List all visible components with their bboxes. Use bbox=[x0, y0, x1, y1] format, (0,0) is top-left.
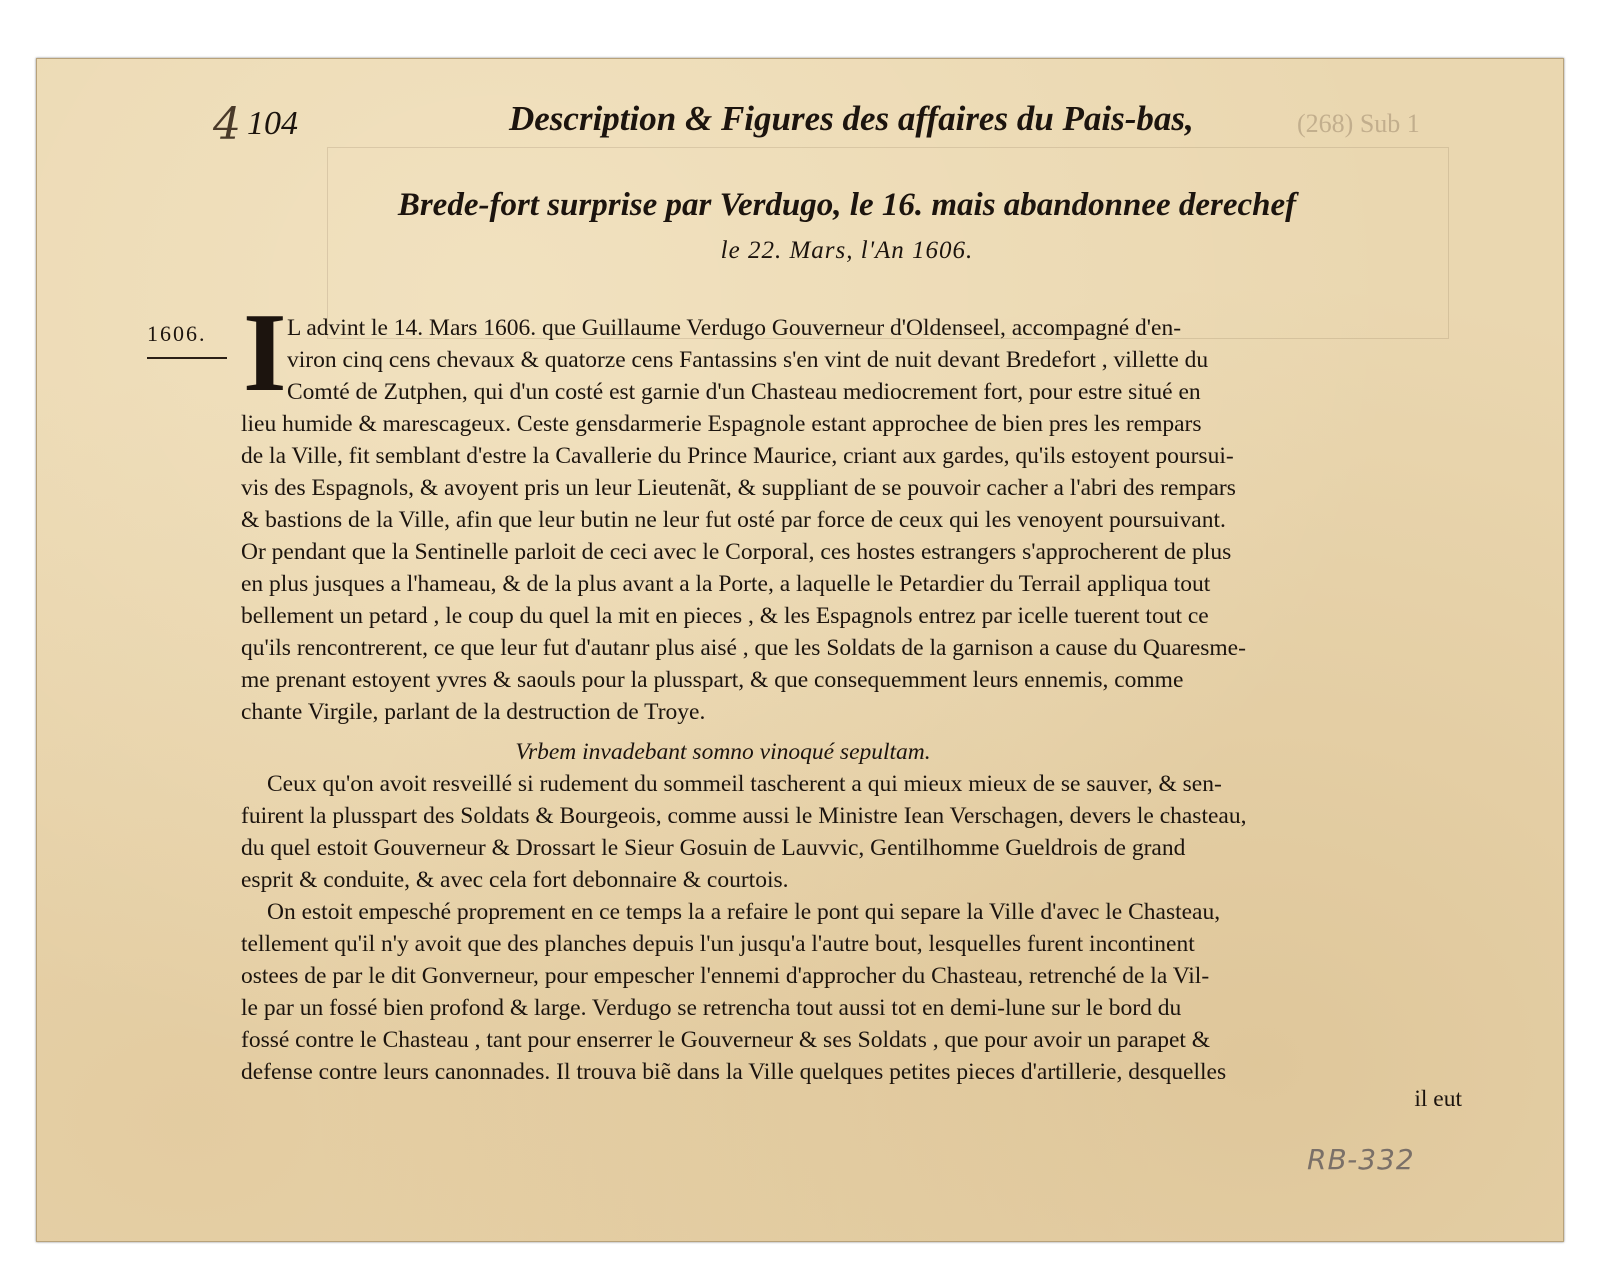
body-line: tellement qu'il n'y avoit que des planches depuis l'un jusqu'a l'autre bout, lesquelles furent incontinent bbox=[241, 931, 1195, 957]
body-line: fuirent la plusspart des Soldats & Bourgeois, comme aussi le Ministre Iean Verschagen, devers le chasteau, bbox=[241, 803, 1247, 829]
body-line: fossé contre le Chasteau , tant pour enserrer le Gouverneur & ses Soldats , que pour avoir un parapet & bbox=[241, 1027, 1211, 1053]
margin-note-year: 1606. bbox=[147, 321, 207, 346]
body-line: vis des Espagnols, & avoyent pris un leur Lieutenãt, & suppliant de se pouvoir cacher a l'abri des rempars bbox=[241, 475, 1236, 501]
article-subtitle: le 22. Mars, l'An 1606. bbox=[720, 237, 974, 264]
catchword: il eut bbox=[1414, 1086, 1462, 1112]
latin-quotation: Vrbem invadebant somno vinoqué sepultam. bbox=[515, 739, 931, 765]
body-line: Comté de Zutphen, qui d'un costé est garnie d'un Chasteau mediocrement fort, pour estre situé en bbox=[287, 379, 1201, 405]
body-line: On estoit empesché proprement en ce temps la a refaire le pont qui separe la Ville d'avec le Chasteau, bbox=[267, 899, 1221, 925]
bleed-through-text: (268) Sub 1 bbox=[1297, 109, 1420, 138]
body-line: L advint le 14. Mars 1606. que Guillaume Verdugo Gouverneur d'Oldenseel, accompagné d'en- bbox=[287, 315, 1182, 341]
body-line: Or pendant que la Sentinelle parloit de ceci avec le Corporal, ces hostes estrangers s'approcherent de plus bbox=[241, 539, 1232, 565]
body-line: bellement un petard , le coup du quel la mit en pieces , & les Espagnols entrez par icelle tuerent tout ce bbox=[241, 603, 1209, 629]
body-line: esprit & conduite, & avec cela fort debonnaire & courtois. bbox=[241, 867, 789, 893]
drop-cap: I bbox=[243, 291, 287, 415]
body-line: de la Ville, fit semblant d'estre la Cavallerie du Prince Maurice, criant aux gardes, qu'ils estoyent poursui- bbox=[241, 443, 1234, 469]
margin-rule bbox=[147, 357, 227, 359]
body-line: defense contre leurs canonnades. Il trouva biẽ dans la Ville quelques petites pieces d'artillerie, desquelles bbox=[241, 1059, 1227, 1085]
body-line: qu'ils rencontrerent, ce que leur fut d'autanr plus aisé , que les Soldats de la garnison a cause du Quaresme- bbox=[241, 635, 1246, 661]
inventory-mark: RB-332 bbox=[1307, 1143, 1415, 1176]
paper-sheet bbox=[36, 58, 1564, 1242]
body-line: ostees de par le dit Gonverneur, pour empescher l'ennemi d'approcher du Chasteau, retrenché de la Vil- bbox=[241, 963, 1210, 989]
body-line: viron cinq cens chevaux & quatorze cens Fantassins s'en vint de nuit devant Bredefort , villette du bbox=[287, 347, 1209, 373]
running-head: Description & Figures des affaires du Pais-bas, bbox=[509, 99, 1194, 138]
body-line: du quel estoit Gouverneur & Drossart le Sieur Gosuin de Lauvvic, Gentilhomme Gueldrois de grand bbox=[241, 835, 1186, 861]
body-line: Ceux qu'on avoit resveillé si rudement du sommeil tascherent a qui mieux mieux de se sauver, & sen- bbox=[267, 771, 1222, 797]
article-title: Brede-fort surprise par Verdugo, le 16. mais abandonnee derechef bbox=[397, 187, 1297, 223]
body-line: le par un fossé bien profond & large. Verdugo se retrencha tout aussi tot en demi-lune sur le bord du bbox=[241, 995, 1182, 1021]
page-number: 104 bbox=[247, 105, 298, 142]
body-line: & bastions de la Ville, afin que leur butin ne leur fut osté par force de ceux qui les venoyent poursuivant. bbox=[241, 507, 1226, 533]
body-line: lieu humide & marescageux. Ceste gensdarmerie Espagnole estant approchee de bien pres les rempars bbox=[241, 411, 1202, 437]
body-line: chante Virgile, parlant de la destruction de Troye. bbox=[241, 699, 706, 725]
body-line: me prenant estoyent yvres & saouls pour la plusspart, & que consequemment leurs ennemis, comme bbox=[241, 667, 1184, 693]
handwritten-folio: 4 bbox=[213, 99, 241, 150]
body-line: en plus jusques a l'hameau, & de la plus avant a la Porte, a laquelle le Petardier du Terrail appliqua tout bbox=[241, 571, 1211, 597]
